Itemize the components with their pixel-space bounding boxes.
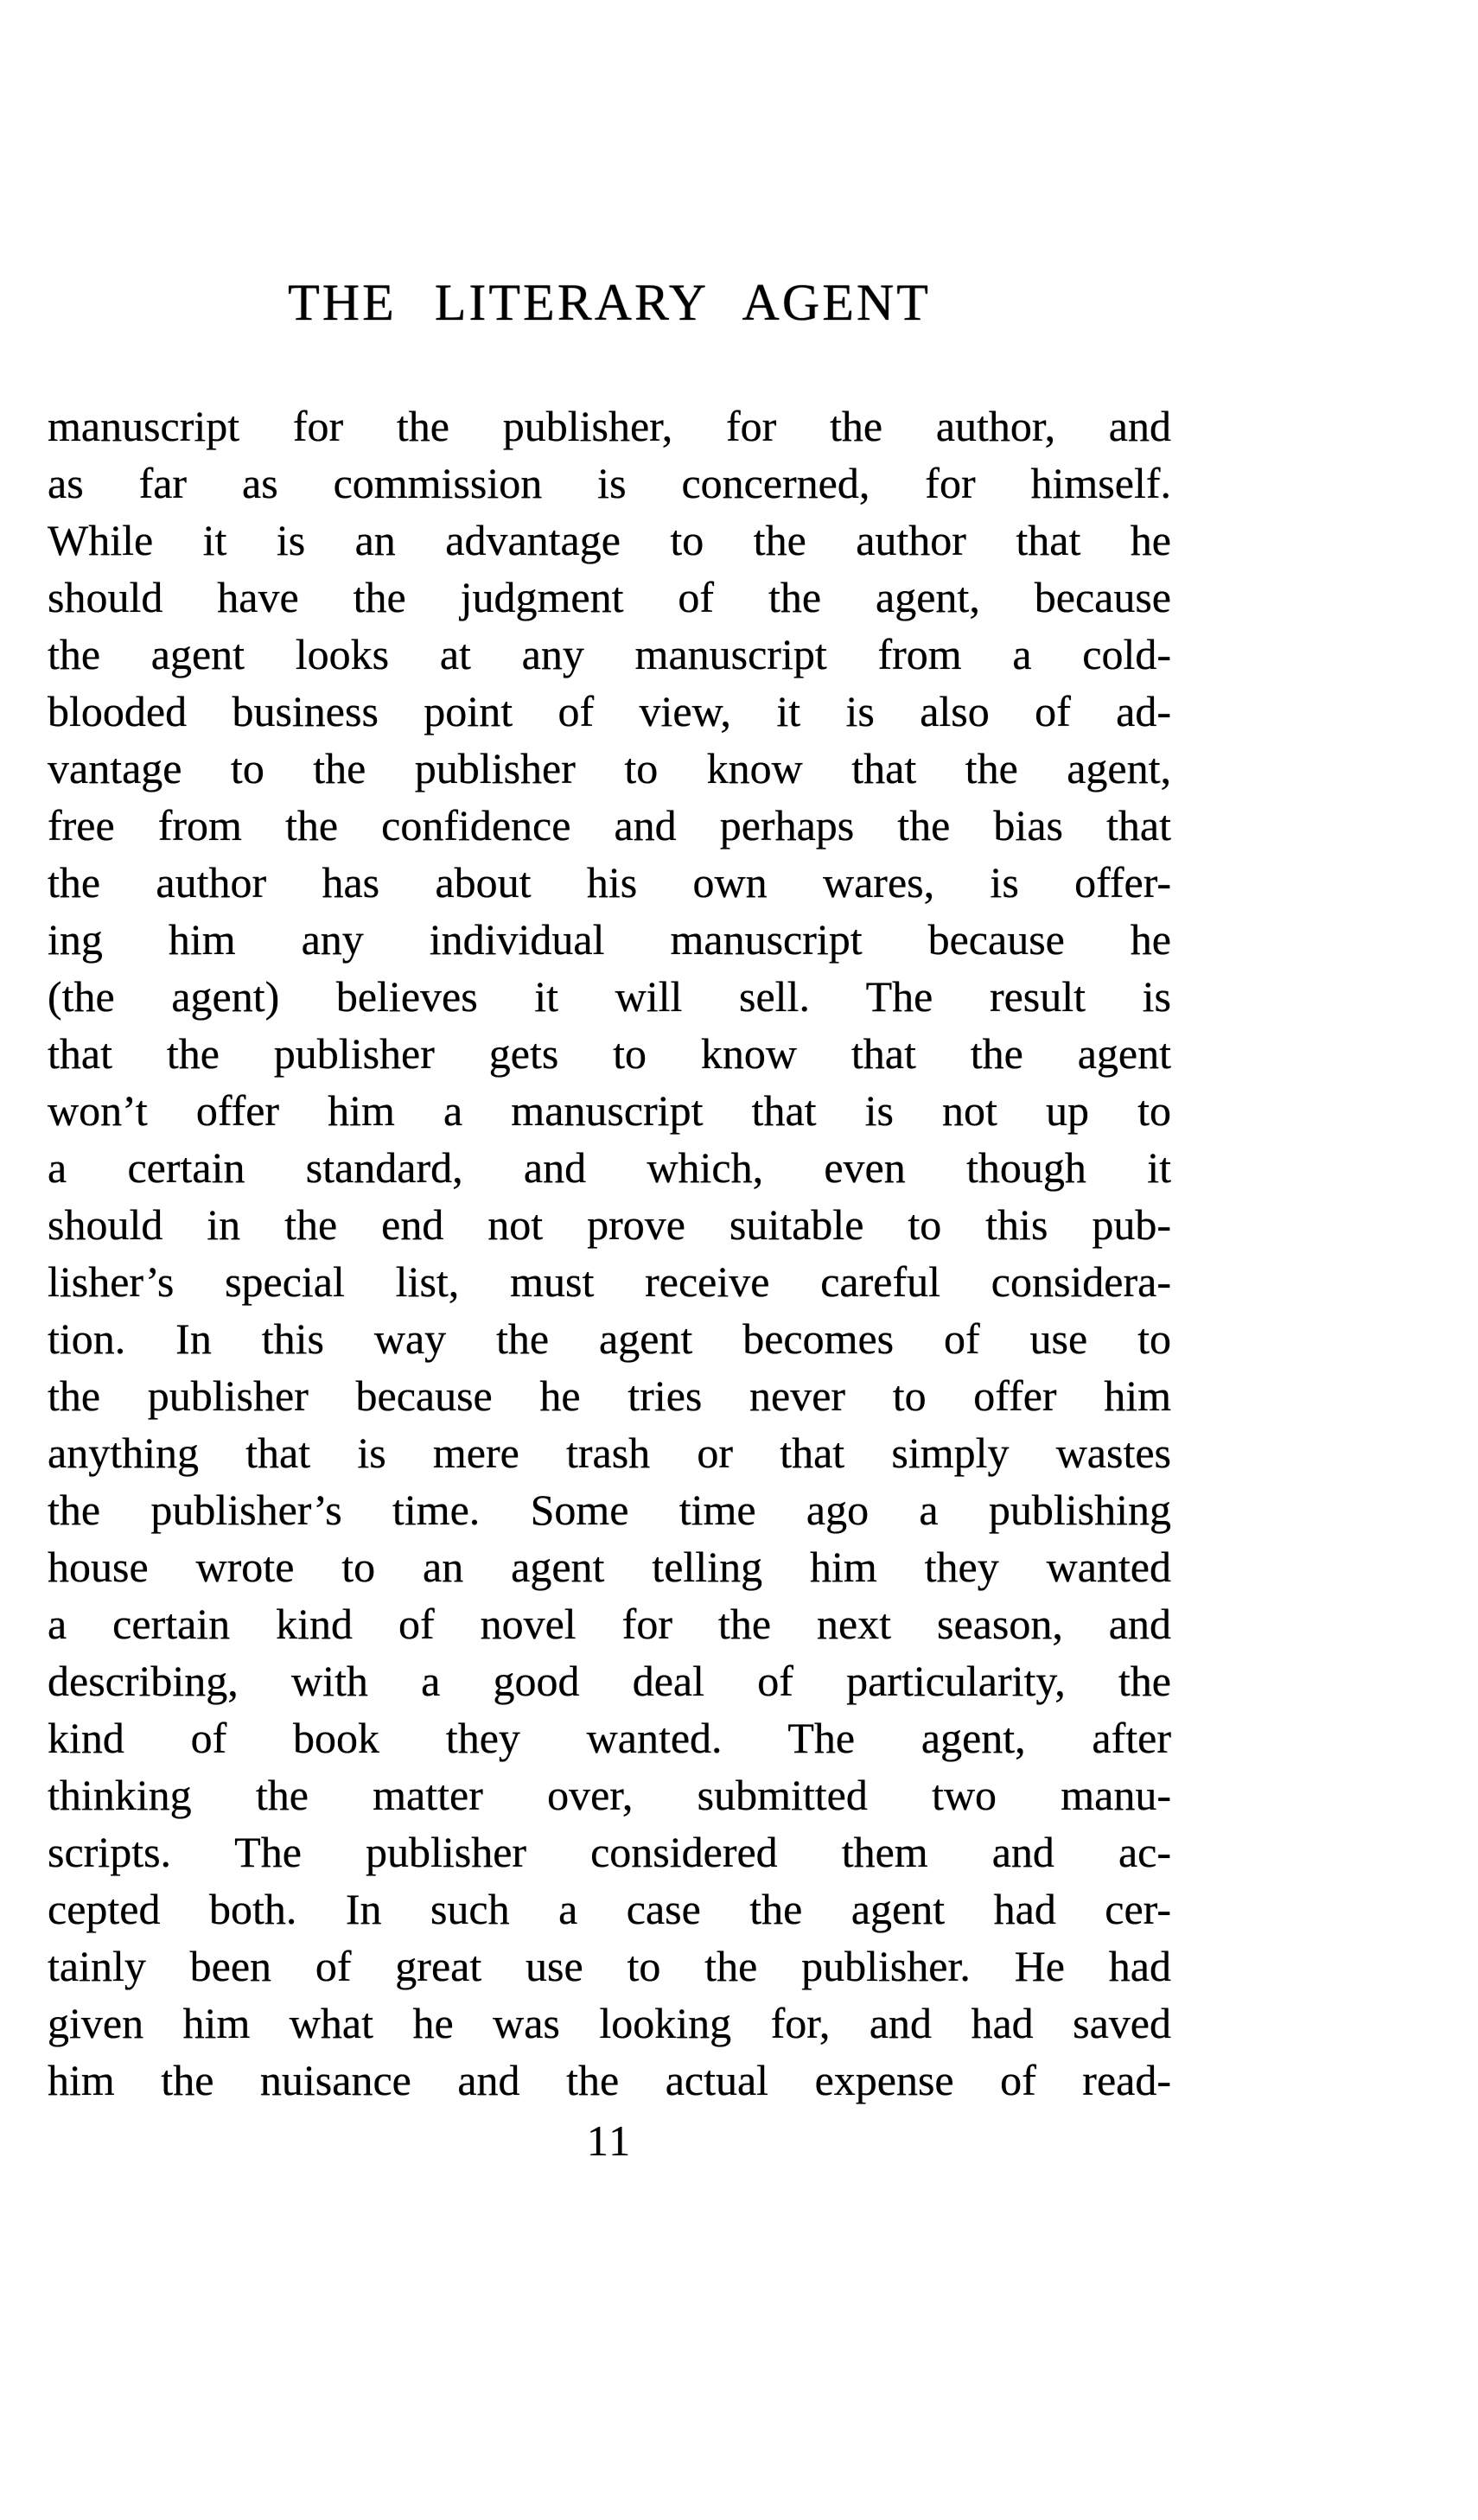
body-line: him the nuisance and the actual expense of read-: [48, 2056, 1171, 2104]
body-line: the publisher because he tries never to offer him: [48, 1371, 1171, 1420]
body-line: (the agent) believes it will sell. The result is: [48, 972, 1171, 1021]
body-line: manuscript for the publisher, for the author, and: [48, 402, 1171, 450]
body-line: anything that is mere trash or that simply wastes: [48, 1429, 1171, 1477]
body-line: house wrote to an agent telling him they wanted: [48, 1543, 1171, 1591]
body-line: While it is an advantage to the author that he: [48, 516, 1171, 564]
page-title: THE LITERARY AGENT: [288, 274, 931, 331]
body-line: given him what he was looking for, and had saved: [48, 1999, 1171, 2047]
body-line: won’t offer him a manuscript that is not up to: [48, 1086, 1171, 1135]
body-line: a certain standard, and which, even though it: [48, 1143, 1171, 1192]
body-line: free from the confidence and perhaps the bias that: [48, 801, 1171, 850]
body-line: scripts. The publisher considered them and ac-: [48, 1828, 1171, 1876]
body-line: ing him any individual manuscript because he: [48, 915, 1171, 964]
body-line: the author has about his own wares, is offer-: [48, 858, 1171, 907]
body-line: blooded business point of view, it is also of ad-: [48, 687, 1171, 735]
body-text: [48, 398, 1171, 2109]
body-line: thinking the matter over, submitted two manu-: [48, 1771, 1171, 1819]
page-number: 11: [586, 2116, 633, 2165]
body-line: lisher’s special list, must receive careful considera-: [48, 1257, 1171, 1306]
body-line: that the publisher gets to know that the agent: [48, 1029, 1171, 1078]
body-line: kind of book they wanted. The agent, after: [48, 1714, 1171, 1762]
body-line: the agent looks at any manuscript from a cold-: [48, 630, 1171, 678]
body-line: tion. In this way the agent becomes of use to: [48, 1314, 1171, 1363]
body-line: a certain kind of novel for the next season, and: [48, 1600, 1171, 1648]
body-line: cepted both. In such a case the agent had cer-: [48, 1885, 1171, 1933]
body-line: should in the end not prove suitable to this pub-: [48, 1200, 1171, 1249]
body-line: tainly been of great use to the publisher. He had: [48, 1942, 1171, 1990]
body-line: should have the judgment of the agent, because: [48, 573, 1171, 621]
body-line: the publisher’s time. Some time ago a publishing: [48, 1486, 1171, 1534]
body-line: describing, with a good deal of particularity, the: [48, 1657, 1171, 1705]
body-line: as far as commission is concerned, for himself.: [48, 459, 1171, 507]
body-line: vantage to the publisher to know that the agent,: [48, 744, 1171, 792]
